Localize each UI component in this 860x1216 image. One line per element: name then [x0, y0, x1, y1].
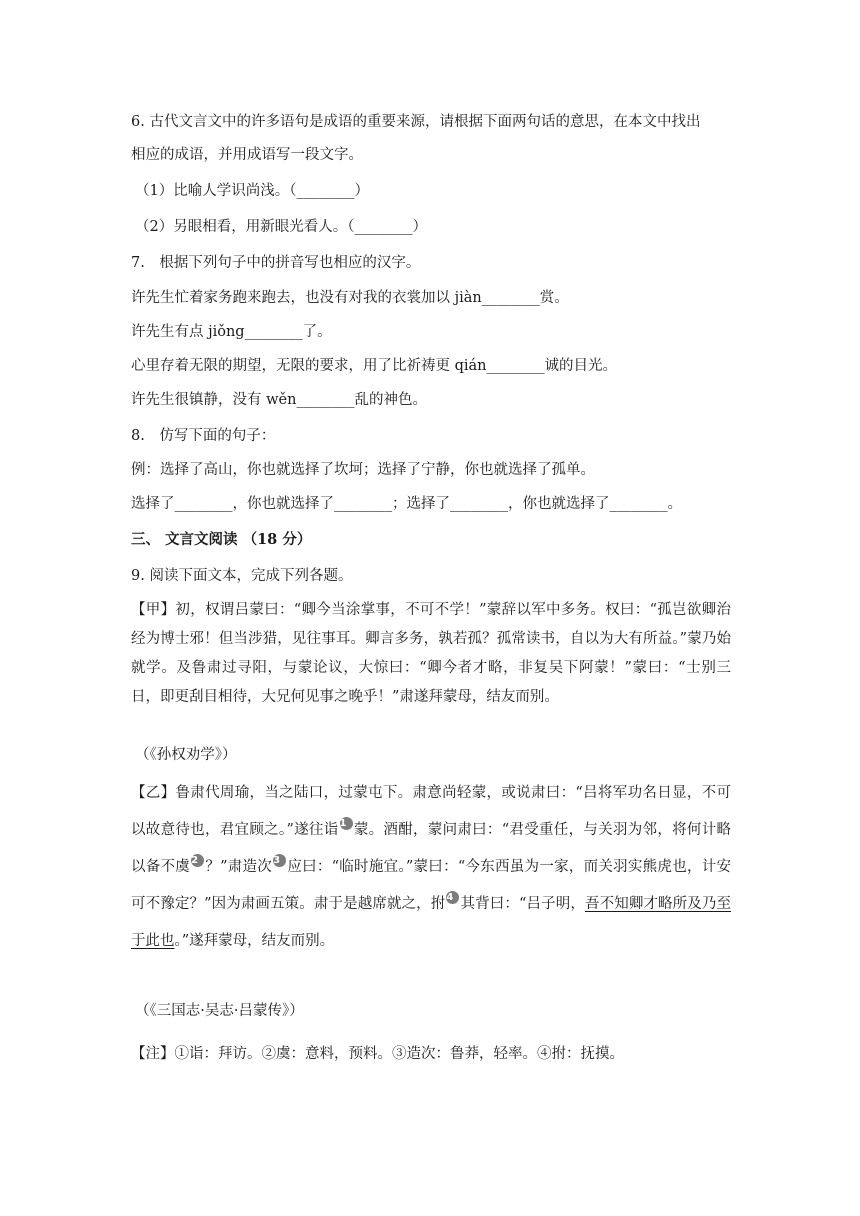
question-6-line1: 6. 古代文言文中的许多语句是成语的重要来源，请根据下面两句话的意思，在本文中找出 — [131, 114, 701, 130]
question-8-blank: 选择了________，你也就选择了________；选择了________，你也就选择了________。 — [131, 496, 682, 512]
footnote-marker-2: 2 — [191, 854, 204, 867]
passage-yi-text: ？”肃造次 — [205, 859, 273, 875]
question-7-sentence4: 许先生很镇静，没有 wěn________乱的神色。 — [131, 392, 427, 408]
passage-yi-text: 应曰：“临时施宜。”蒙曰：“今东西虽为一家，而关羽实熊虎也，计安可不豫定？”因为肃画五策。肃于是越席就之，拊 — [131, 859, 731, 912]
footnote-marker-3: 3 — [273, 854, 286, 867]
question-9-title: 9. 阅读下面文本，完成下列各题。 — [131, 568, 353, 584]
passage-yi-text: 其背曰：“吕子明， — [460, 896, 585, 912]
passage-yi-source: （《三国志·吴志·吕蒙传》） — [135, 1003, 304, 1019]
passage-yi-text: 。”遂拜蒙母，结友而别。 — [174, 933, 335, 949]
question-6-line2: 相应的成语，并用成语写一段文字。 — [131, 147, 363, 163]
section-3-title: 三、 文言文阅读 （18 分） — [131, 531, 312, 548]
passage-jia: 【甲】初，权谓吕蒙曰：“卿今当涂掌事，不可不学！”蒙辞以军中多务。权曰：“孤岂欲卿治经为博士邪！但当涉猎，见往事耳。卿言多务，孰若孤？孤常读书，自以为大有所益。”蒙乃始就学。及鲁肃过寻阳，与蒙论议，大惊曰：“卿今者才略，非复吴下阿蒙！”蒙曰：“士别三日，即更刮目相待，大兄何见事之晚乎！”肃遂拜蒙母，结友而别。 — [131, 602, 731, 705]
question-7-sentence3: 心里存着无限的期望，无限的要求，用了比祈祷更 qián________诚的目光。 — [131, 358, 618, 374]
question-8-example: 例：选择了高山，你也就选择了坎坷；选择了宁静，你也就选择了孤单。 — [131, 462, 595, 478]
question-6-item1: （1）比喻人学识尚浅。（________） — [135, 183, 369, 199]
question-7-sentence2: 许先生有点 jiǒng________了。 — [131, 324, 332, 340]
underlined-sentence: 吾不知卿才略所及乃至于此也 — [131, 896, 732, 949]
passage-jia-source: （《孙权劝学》） — [135, 747, 237, 763]
passage-yi-text: 蒙。酒酣，蒙问肃曰：“君受重任，与关羽为邻，将何计略以备不虞 — [131, 822, 731, 875]
passage-yi — [131, 775, 731, 960]
question-7-title: 7. 根据下列句子中的拼音写也相应的汉字。 — [131, 255, 421, 271]
footnote-marker-1: 1 — [340, 817, 353, 830]
annotation-note: 【注】①诣：拜访。②虞：意料，预料。③造次：鲁莽，轻率。④拊：抚摸。 — [131, 1046, 624, 1062]
passage-yi-text: 【乙】鲁肃代周瑜，当之陆口，过蒙屯下。肃意尚轻蒙，或说肃曰：“吕将军功名日显，不可以故意待也，君宜顾之。”遂往诣 — [131, 785, 731, 838]
question-7-sentence1: 许先生忙着家务跑来跑去，也没有对我的衣裳加以 jiàn________赏。 — [131, 290, 569, 306]
question-6-item2: （2）另眼相看，用新眼光看人。（________） — [135, 219, 427, 235]
question-8-title: 8. 仿写下面的句子： — [131, 428, 276, 444]
footnote-marker-4: 4 — [446, 891, 459, 904]
